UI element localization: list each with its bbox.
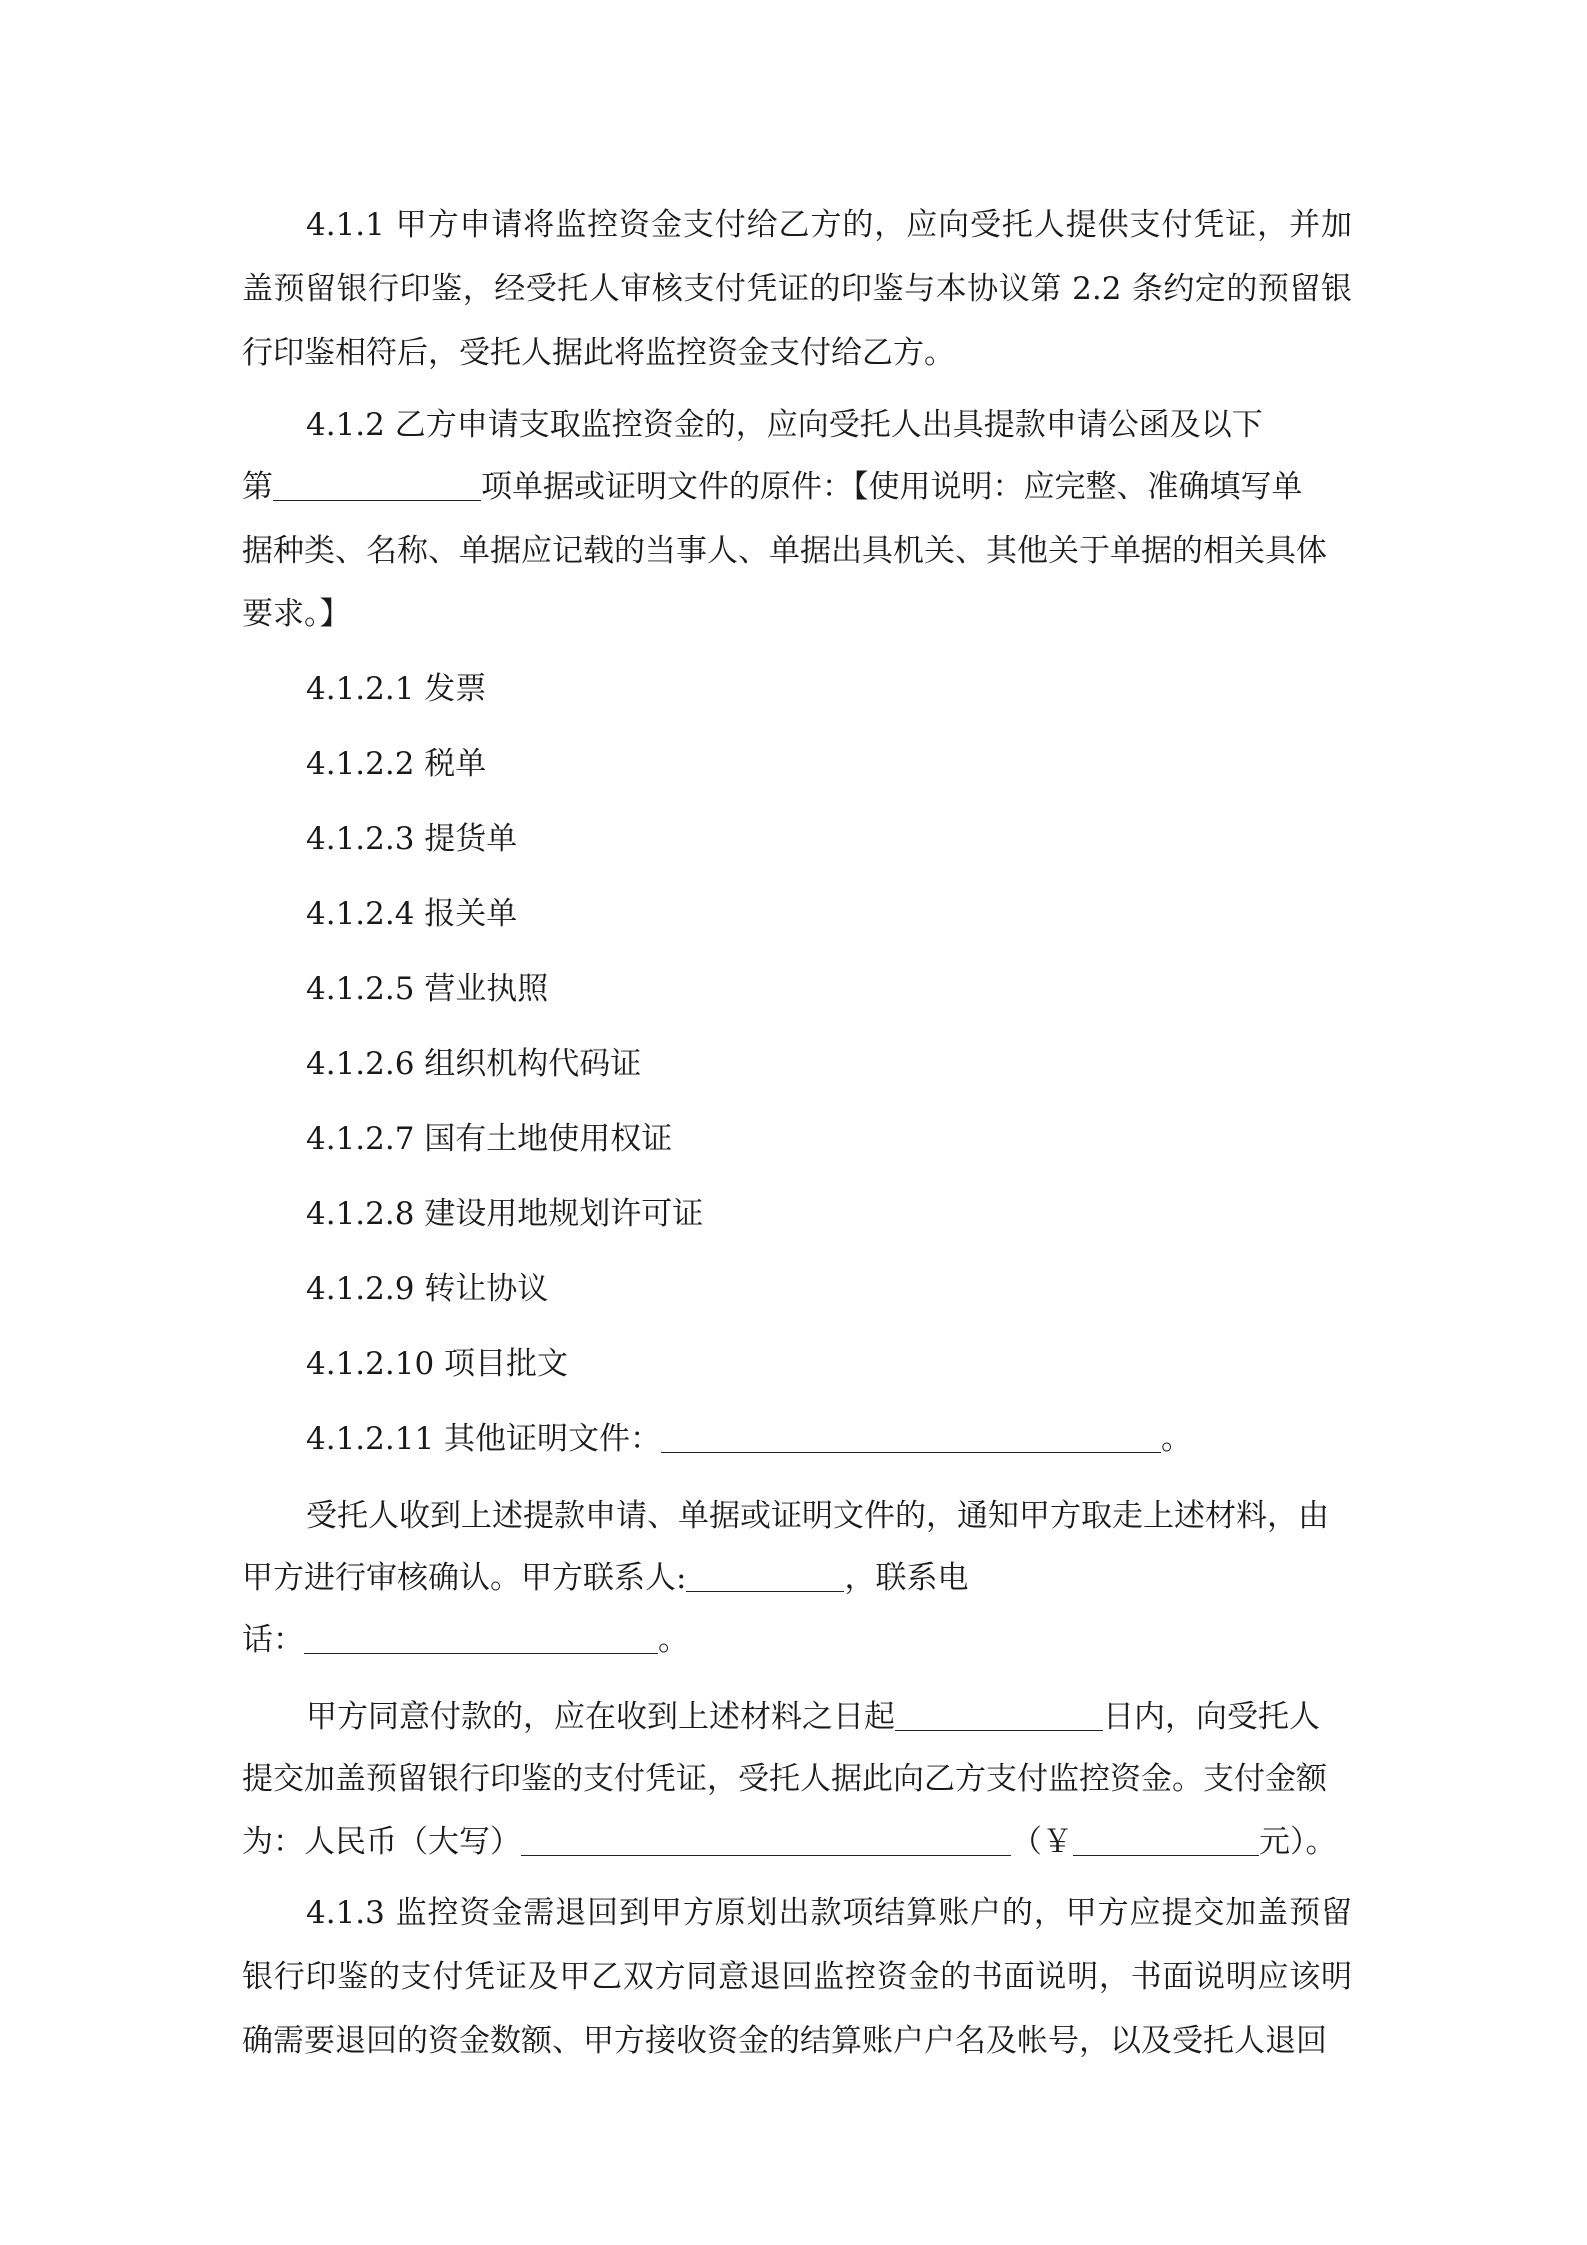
list-item: 4.1.2.8 建设用地规划许可证 (306, 1196, 704, 1232)
list-item: 4.1.2.4 报关单 (306, 896, 518, 932)
document-count-blank[interactable] (273, 470, 481, 501)
paragraph-4-1-2-line1: 4.1.2 乙方申请支取监控资金的，应向受托人出具提款申请公函及以下 (306, 407, 1263, 443)
paragraph-receipt-line2: 甲方进行审核确认。甲方联系人: ，联系电 (242, 1560, 969, 1596)
list-item: 4.1.2.9 转让协议 (306, 1271, 549, 1307)
paragraph-receipt-line1: 受托人收到上述提款申请、单据或证明文件的，通知甲方取走上述材料，由 (306, 1498, 1329, 1534)
list-item-other-documents: 4.1.2.11 其他证明文件： 。 (306, 1421, 1193, 1457)
payment-days-blank[interactable] (895, 1700, 1103, 1731)
list-item: 4.1.2.5 营业执照 (306, 971, 549, 1007)
contact-phone-blank[interactable] (304, 1623, 658, 1654)
amount-in-figures-blank[interactable] (1073, 1825, 1259, 1856)
paragraph-4-1-3: 4.1.3 监控资金需退回到甲方原划出款项结算账户的，甲方应提交加盖预留银行印鉴的支付凭证及甲乙双方同意退回监控资金的书面说明，书面说明应该明确需要退回的资金数额、甲方接收资金的结算账户户名及帐号，以及受托人退回 (242, 1895, 1352, 2059)
paragraph-4-1-1 (242, 193, 1352, 385)
paragraph-4-1-2-line2: 第 项单据或证明文件的原件：【使用说明：应完整、准确填写单 (242, 469, 1303, 505)
list-item: 4.1.2.1 发票 (306, 671, 487, 707)
list-item: 4.1.2.3 提货单 (306, 821, 518, 857)
paragraph-payment-line1: 甲方同意付款的，应在收到上述材料之日起 日内，向受托人 (306, 1699, 1320, 1735)
other-documents-blank[interactable] (661, 1422, 1161, 1453)
paragraph-receipt-line3: 话： 。 (242, 1622, 689, 1658)
list-item: 4.1.2.2 税单 (306, 746, 487, 782)
paragraph-payment-line3: 为：人民币（大写） （￥ 元）。 (242, 1824, 1337, 1860)
list-item: 4.1.2.6 组织机构代码证 (306, 1046, 642, 1082)
amount-in-words-blank[interactable] (521, 1825, 1011, 1856)
list-item: 4.1.2.10 项目批文 (306, 1346, 569, 1382)
paragraph-4-1-2-line3: 据种类、名称、单据应记载的当事人、单据出具机关、其他关于单据的相关具体 (242, 533, 1327, 569)
paragraph-4-1-2-line4: 要求。】 (242, 596, 351, 632)
paragraph-payment-line2: 提交加盖预留银行印鉴的支付凭证，受托人据此向乙方支付监控资金。支付金额 (242, 1761, 1327, 1797)
clause-text: 甲方申请将监控资金支付给乙方的，应向受托人提供支付凭证，并加盖预留银行印鉴，经受托人审核支付凭证的印鉴与本协议第 2.2 条约定的预留银行印鉴相符后，受托人据此将监控资金支付给乙方。 (242, 207, 1352, 371)
list-item: 4.1.2.7 国有土地使用权证 (306, 1121, 673, 1157)
contact-person-blank[interactable] (686, 1561, 844, 1592)
clause-number: 4.1.1 (306, 207, 385, 243)
